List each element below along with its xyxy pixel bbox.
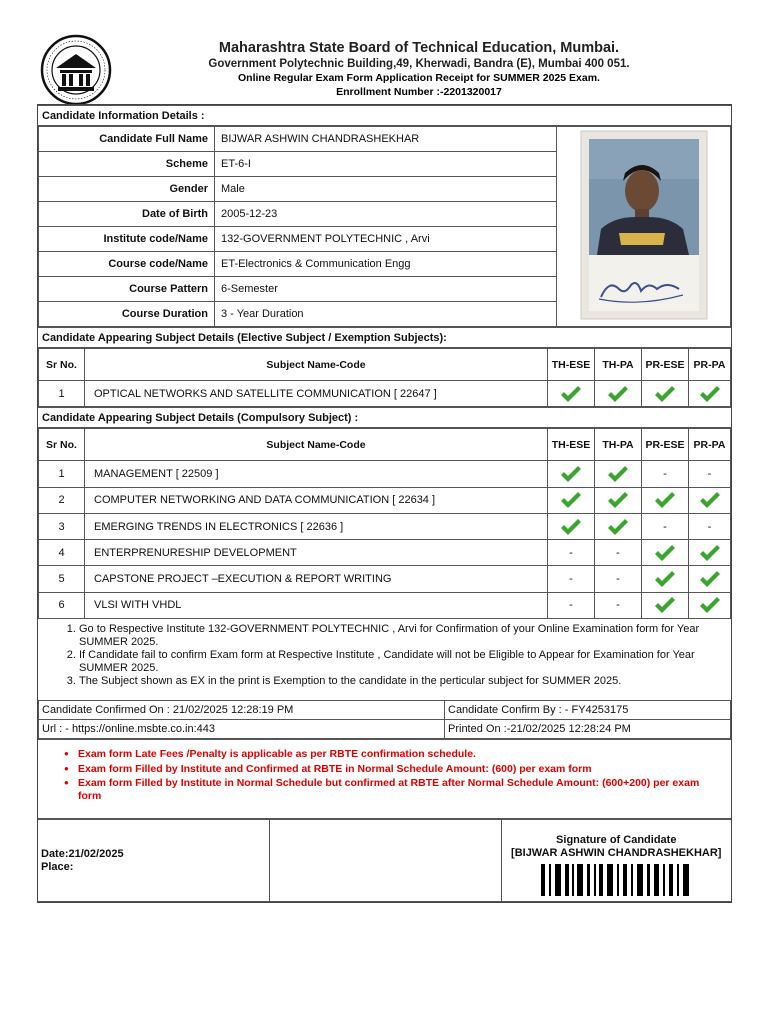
table-row — [39, 381, 731, 407]
receipt-footer — [38, 819, 731, 902]
table-row — [39, 566, 731, 592]
label-full-name: Candidate Full Name — [39, 127, 215, 152]
signature-name: [BIJWAR ASHWIN CHANDRASHEKHAR] — [511, 847, 722, 860]
check-icon — [560, 491, 582, 509]
col-pr-pa: PR-PA — [689, 349, 731, 381]
receipt-header — [36, 32, 732, 104]
mark-cell — [548, 461, 595, 487]
check-icon — [654, 570, 676, 588]
col-pr-ese: PR-ESE — [642, 429, 689, 461]
col-sr-no: Sr No. — [39, 349, 85, 381]
col-th-ese: TH-ESE — [548, 429, 595, 461]
mark-cell: - — [548, 566, 595, 592]
check-icon — [654, 544, 676, 562]
mark-cell — [689, 381, 731, 407]
instruction-item: 2. If Candidate fail to confirm Exam form at Respective Institute , Candidate will not be Eligible to Appear for Examination for Year SUMMER 2025. — [79, 649, 723, 675]
label-dob: Date of Birth — [39, 202, 215, 227]
value-dob: 2005-12-23 — [215, 202, 557, 227]
check-icon — [607, 491, 629, 509]
value-gender: Male — [215, 177, 557, 202]
compulsory-heading-table — [38, 407, 731, 428]
check-icon — [699, 544, 721, 562]
mark-cell — [642, 381, 689, 407]
instructions — [38, 619, 731, 700]
col-subject: Subject Name-Code — [85, 429, 548, 461]
table-row — [39, 513, 731, 539]
enrollment-number: Enrollment Number :-2201320017 — [336, 86, 502, 98]
check-icon — [699, 596, 721, 614]
warning-item: ● Exam form Filled by Institute and Confirmed at RBTE in Normal Schedule Amount: (600) per exam form — [64, 763, 717, 776]
label-institute: Institute code/Name — [39, 227, 215, 252]
subject-name: CAPSTONE PROJECT –EXECUTION & REPORT WRITING — [85, 566, 548, 592]
mark-cell: - — [548, 592, 595, 618]
sr-no: 1 — [39, 381, 85, 407]
subject-name: VLSI WITH VHDL — [85, 592, 548, 618]
mark-cell — [642, 540, 689, 566]
printed-on: Printed On :-21/02/2025 12:28:24 PM — [445, 720, 731, 739]
label-scheme: Scheme — [39, 152, 215, 177]
mark-cell: - — [642, 513, 689, 539]
check-icon — [607, 385, 629, 403]
label-course-pattern: Course Pattern — [39, 277, 215, 302]
check-icon — [560, 465, 582, 483]
mark-cell — [689, 487, 731, 513]
mark-cell: - — [595, 566, 642, 592]
mark-cell: - — [642, 461, 689, 487]
mark-cell: - — [595, 540, 642, 566]
mark-cell — [642, 592, 689, 618]
check-icon — [654, 491, 676, 509]
value-course-pattern: 6-Semester — [215, 277, 557, 302]
col-th-pa: TH-PA — [595, 349, 642, 381]
check-icon — [560, 385, 582, 403]
mark-cell — [642, 566, 689, 592]
candidate-photo — [579, 129, 709, 321]
warning-item: ● Exam form Filled by Institute in Normal Schedule but confirmed at RBTE after Normal Schedule Amount: (600+200) per exam form — [64, 777, 717, 802]
mark-cell: - — [689, 513, 731, 539]
mark-cell: - — [548, 540, 595, 566]
subject-name: MANAGEMENT [ 22509 ] — [85, 461, 548, 487]
col-th-pa: TH-PA — [595, 429, 642, 461]
mark-cell — [595, 513, 642, 539]
col-sr-no: Sr No. — [39, 429, 85, 461]
msbte-seal-icon — [40, 34, 112, 106]
confirmed-on: Candidate Confirmed On : 21/02/2025 12:28:19 PM — [39, 701, 445, 720]
compulsory-heading: Candidate Appearing Subject Details (Compulsory Subject) : — [38, 408, 731, 428]
check-icon — [607, 465, 629, 483]
check-icon — [654, 385, 676, 403]
board-address: Government Polytechnic Building,49, Kherwadi, Bandra (E), Mumbai 400 051. — [208, 58, 630, 70]
elective-heading: Candidate Appearing Subject Details (Elective Subject / Exemption Subjects): — [38, 328, 731, 348]
signature-title: Signature of Candidate — [556, 834, 677, 847]
confirmed-by: Candidate Confirm By : - FY4253175 — [445, 701, 731, 720]
sr-no: 3 — [39, 513, 85, 539]
col-th-ese: TH-ESE — [548, 349, 595, 381]
subject-name: EMERGING TRENDS IN ELECTRONICS [ 22636 ] — [85, 513, 548, 539]
mark-cell — [642, 487, 689, 513]
mark-cell: - — [595, 592, 642, 618]
table-row — [39, 592, 731, 618]
instruction-item: 1. Go to Respective Institute 132-GOVERNMENT POLYTECHNIC , Arvi for Confirmation of your Online Examination form for Year SUMMER 2025. — [79, 623, 723, 649]
site-url: Url : - https://online.msbte.co.in:443 — [39, 720, 445, 739]
value-course: ET-Electronics & Communication Engg — [215, 252, 557, 277]
label-gender: Gender — [39, 177, 215, 202]
instruction-item: 3. The Subject shown as EX in the print is Exemption to the candidate in the perticular subject for SUMMER 2025. — [79, 675, 723, 688]
sr-no: 5 — [39, 566, 85, 592]
subject-name: OPTICAL NETWORKS AND SATELLITE COMMUNICATION [ 22647 ] — [85, 381, 548, 407]
sr-no: 6 — [39, 592, 85, 618]
sr-no: 2 — [39, 487, 85, 513]
mark-cell — [595, 487, 642, 513]
col-pr-pa: PR-PA — [689, 429, 731, 461]
check-icon — [699, 385, 721, 403]
col-subject: Subject Name-Code — [85, 349, 548, 381]
mark-cell — [548, 513, 595, 539]
board-title: Maharashtra State Board of Technical Education, Mumbai. — [218, 40, 620, 56]
mark-cell — [689, 592, 731, 618]
label-course: Course code/Name — [39, 252, 215, 277]
check-icon — [699, 491, 721, 509]
mark-cell — [595, 461, 642, 487]
label-course-duration: Course Duration — [39, 302, 215, 327]
subject-name: ENTERPRENURESHIP DEVELOPMENT — [85, 540, 548, 566]
mark-cell — [689, 566, 731, 592]
confirmation-meta — [38, 700, 731, 739]
candidate-info-heading: Candidate Information Details : — [38, 106, 731, 126]
table-row — [39, 540, 731, 566]
table-row — [39, 487, 731, 513]
blank-cell — [269, 820, 501, 902]
mark-cell — [548, 487, 595, 513]
elective-heading-table — [38, 327, 731, 348]
warning-item: ● Exam form Late Fees /Penalty is applicable as per RBTE confirmation schedule. — [64, 748, 717, 761]
place-label: Place: — [41, 860, 74, 873]
check-icon — [607, 518, 629, 536]
elective-subjects-table — [38, 348, 731, 407]
mark-cell — [548, 381, 595, 407]
photo-cell — [557, 127, 731, 327]
receipt-title: Online Regular Exam Form Application Receipt for SUMMER 2025 Exam. — [238, 72, 600, 84]
mark-cell — [689, 540, 731, 566]
value-scheme: ET-6-I — [215, 152, 557, 177]
col-pr-ese: PR-ESE — [642, 349, 689, 381]
value-institute: 132-GOVERNMENT POLYTECHNIC , Arvi — [215, 227, 557, 252]
mark-cell: - — [689, 461, 731, 487]
fee-warnings — [38, 740, 731, 818]
check-icon — [699, 570, 721, 588]
warnings-table — [38, 739, 731, 819]
sr-no: 4 — [39, 540, 85, 566]
check-icon — [560, 518, 582, 536]
check-icon — [654, 596, 676, 614]
mark-cell — [595, 381, 642, 407]
sr-no: 1 — [39, 461, 85, 487]
subject-name: COMPUTER NETWORKING AND DATA COMMUNICATION [ 22634 ] — [85, 487, 548, 513]
date-label: Date:21/02/2025 — [41, 847, 124, 860]
barcode-icon — [541, 864, 691, 896]
table-row — [39, 461, 731, 487]
receipt-frame — [37, 104, 732, 903]
value-course-duration: 3 - Year Duration — [215, 302, 557, 327]
compulsory-subjects-table — [38, 428, 731, 619]
value-full-name: BIJWAR ASHWIN CHANDRASHEKHAR — [215, 127, 557, 152]
candidate-details — [38, 126, 731, 327]
candidate-info-table — [38, 105, 731, 126]
